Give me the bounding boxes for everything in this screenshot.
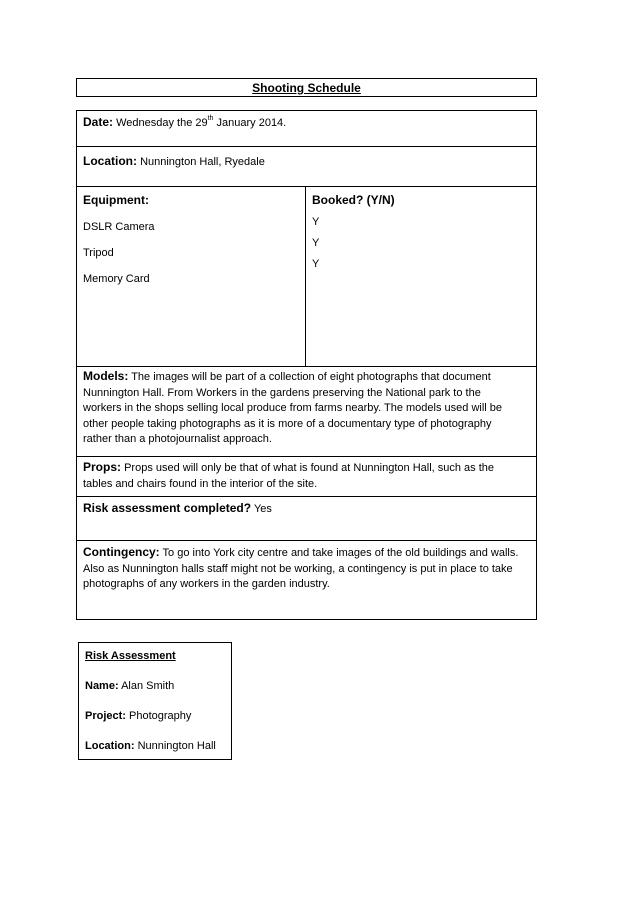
- location-row: [77, 147, 536, 187]
- risk-row: [77, 497, 536, 541]
- date-prefix: Wednesday the 29: [116, 117, 208, 129]
- risk-project-value: Photography: [129, 710, 192, 722]
- risk-value: Yes: [253, 503, 272, 515]
- booked-label: Booked? (Y/N): [312, 193, 395, 207]
- contingency-text: To go into York city centre and take images of the old buildings and walls. Also as Nunnington halls staff might not be working, a contingency is put in place to take photographs of any workers in the garden industry.: [83, 547, 519, 590]
- risk-name-value: Alan Smith: [121, 680, 175, 692]
- props-text: Props used will only be that of what is found at Nunnington Hall, such as the tables and chairs found in the interior of the site.: [83, 462, 495, 490]
- contingency-label: Contingency:: [83, 545, 160, 559]
- props-row: [77, 457, 536, 497]
- props-label: Props:: [83, 460, 122, 474]
- schedule-title: Shooting Schedule: [252, 81, 361, 95]
- risk-name-line: [85, 679, 225, 693]
- date-sup: th: [207, 115, 214, 122]
- schedule-table: [76, 110, 537, 620]
- risk-location-line: [85, 739, 225, 753]
- booked-item: Y: [312, 257, 320, 270]
- equipment-row: [77, 187, 536, 367]
- models-label: Models:: [83, 369, 129, 383]
- risk-assessment-title: Risk Assessment: [85, 650, 176, 662]
- contingency-row: [77, 541, 536, 619]
- risk-location-label: Location:: [85, 740, 135, 752]
- risk-project-label: Project:: [85, 710, 126, 722]
- date-row: [77, 111, 536, 147]
- models-row: [77, 367, 536, 457]
- location-label: Location:: [83, 154, 137, 168]
- models-text: The images will be part of a collection of eight photographs that document Nunnington Hall. From Workers in the gardens preserving the National park to the workers in the shops selling local produce from farms nearby. The models used will be other people taking photographs as it is more of a documentary type of photography rather than a photojournalist approach.: [83, 371, 503, 445]
- equipment-item: Memory Card: [83, 272, 150, 285]
- date-label: Date:: [83, 115, 114, 129]
- risk-location-value: Nunnington Hall: [137, 740, 216, 752]
- equipment-item: Tripod: [83, 246, 114, 259]
- risk-label: Risk assessment completed?: [83, 501, 252, 515]
- booked-item: Y: [312, 236, 320, 249]
- booked-column: [306, 187, 536, 366]
- equipment-column: [77, 187, 306, 366]
- location-value: Nunnington Hall, Ryedale: [140, 156, 265, 168]
- schedule-title-box: [76, 78, 537, 97]
- risk-project-line: [85, 709, 225, 723]
- equipment-label: Equipment:: [83, 193, 149, 207]
- booked-item: Y: [312, 215, 320, 228]
- equipment-item: DSLR Camera: [83, 220, 155, 233]
- risk-assessment-box: [78, 642, 232, 760]
- date-suffix: January 2014.: [216, 117, 287, 129]
- risk-name-label: Name:: [85, 680, 119, 692]
